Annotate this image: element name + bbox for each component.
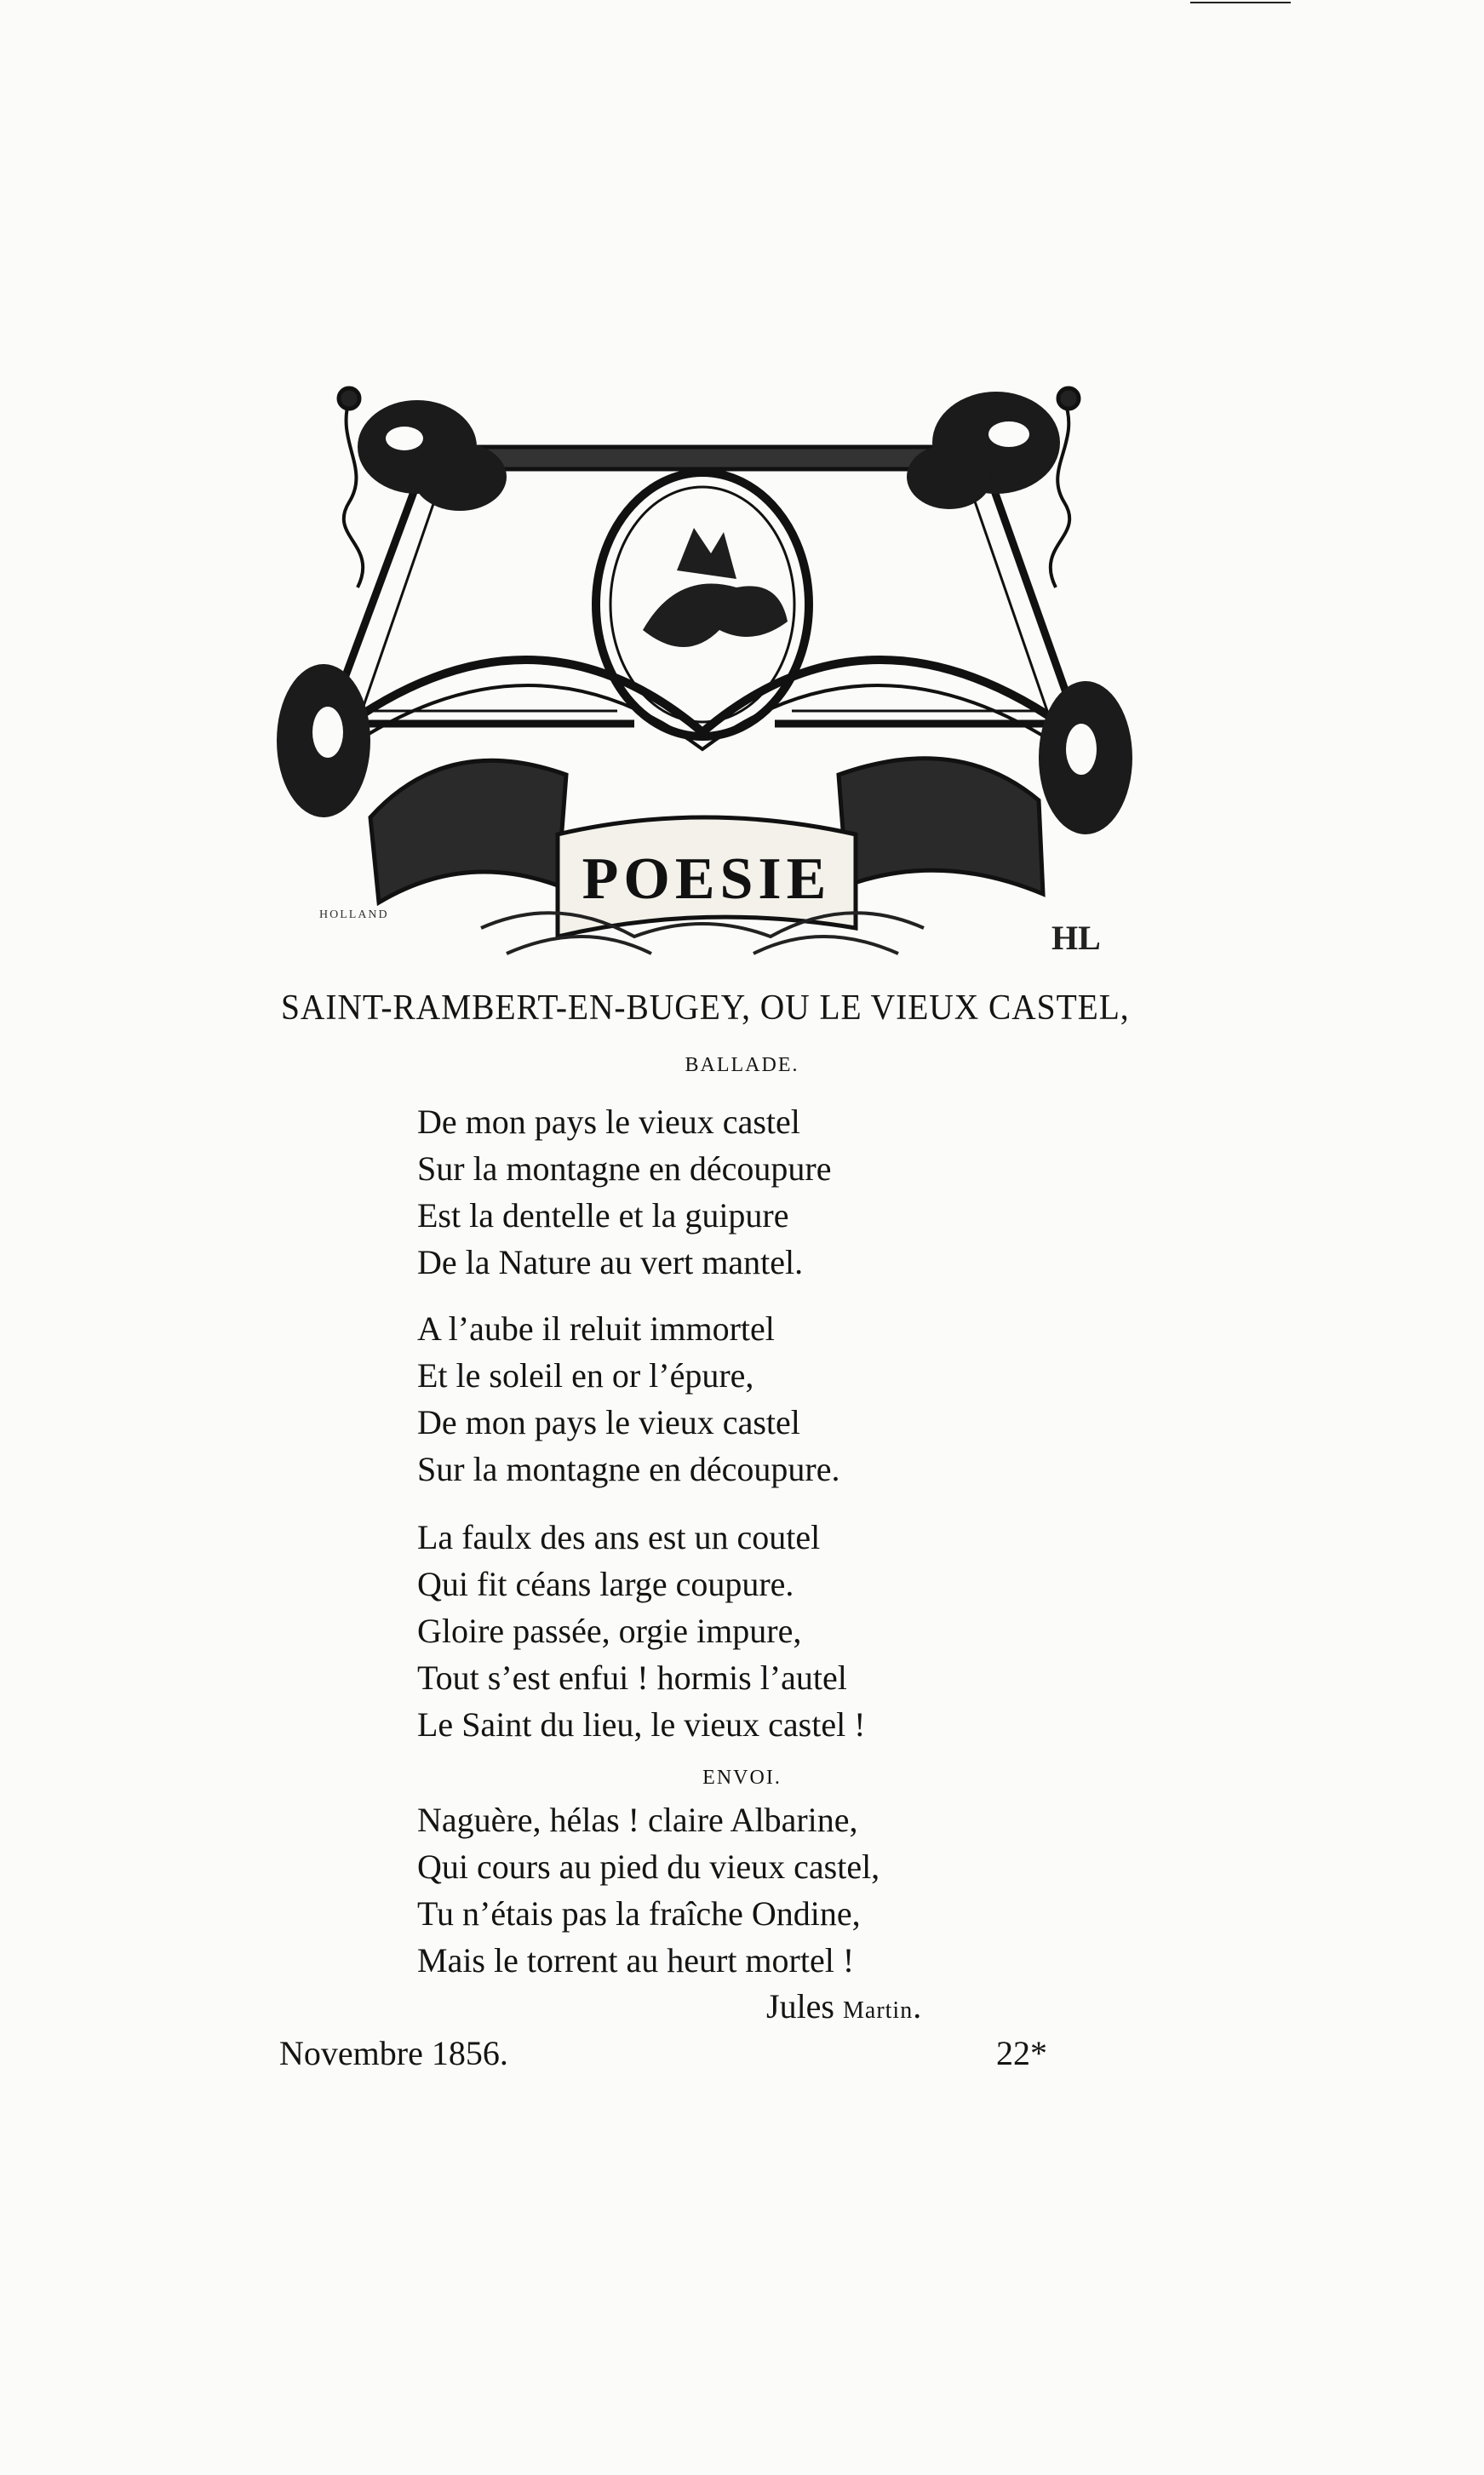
- stanza-3: [417, 1514, 866, 1748]
- verse-line: Mais le torrent au heurt mortel !: [417, 1941, 855, 1979]
- verse-line: Qui fit céans large coupure.: [417, 1565, 794, 1603]
- verse-line: Gloire passée, orgie impure,: [417, 1612, 802, 1650]
- stanza-1: [417, 1098, 832, 1286]
- monogram: HL: [1051, 919, 1101, 957]
- vignette-banner-text: POESIE: [582, 846, 832, 912]
- verse-line: Naguère, hélas ! claire Albarine,: [417, 1801, 858, 1839]
- poesie-vignette: [277, 375, 1132, 962]
- verse-line: Sur la montagne en découpure: [417, 1149, 832, 1188]
- author-first-name: Jules: [766, 1987, 843, 2025]
- verse-line: Tu n’étais pas la fraîche Ondine,: [417, 1894, 861, 1933]
- author-last-name: Martin: [843, 1997, 914, 2024]
- poem-subtitle: BALLADE.: [685, 1054, 799, 1076]
- engraver-mark: HOLLAND: [319, 908, 389, 921]
- verse-line: De mon pays le vieux castel: [417, 1103, 800, 1141]
- verse-line: De mon pays le vieux castel: [417, 1403, 800, 1441]
- verse-line: Tout s’est enfui ! hormis l’autel: [417, 1659, 847, 1697]
- verse-line: Le Saint du lieu, le vieux castel !: [417, 1705, 866, 1744]
- poem-title: SAINT-RAMBERT-EN-BUGEY, OU LE VIEUX CASTEL,: [281, 988, 1130, 1028]
- envoi-stanza: [417, 1796, 880, 1984]
- top-rule: [1190, 2, 1291, 3]
- stanza-2: [417, 1305, 840, 1492]
- footer-date: Novembre 1856.: [279, 2034, 508, 2072]
- envoi-heading: ENVOI.: [702, 1767, 782, 1789]
- signature-mark: 22*: [996, 2034, 1047, 2072]
- verse-line: La faulx des ans est un coutel: [417, 1518, 821, 1556]
- verse-line: Sur la montagne en découpure.: [417, 1450, 840, 1488]
- author-signature-period: .: [913, 1987, 922, 2025]
- verse-line: De la Nature au vert mantel.: [417, 1243, 804, 1281]
- verse-line: Et le soleil en or l’épure,: [417, 1356, 754, 1395]
- verse-line: A l’aube il reluit immortel: [417, 1309, 775, 1348]
- verse-line: Est la dentelle et la guipure: [417, 1196, 789, 1235]
- verse-line: Qui cours au pied du vieux castel,: [417, 1848, 880, 1886]
- author-signature: [766, 1986, 921, 2026]
